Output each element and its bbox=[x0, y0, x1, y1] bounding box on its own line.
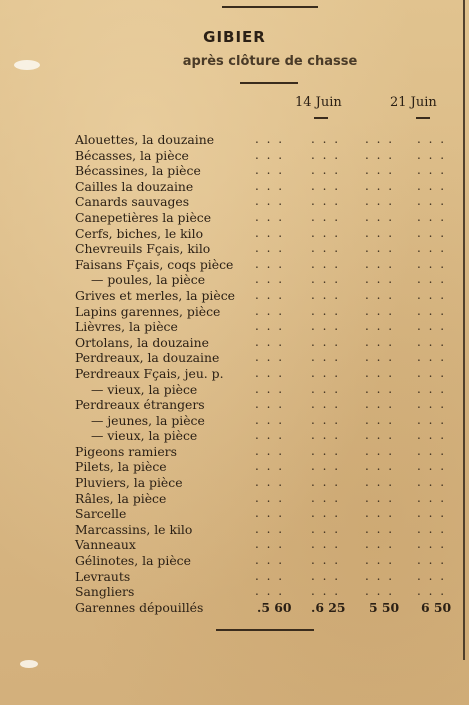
price-list bbox=[75, 132, 460, 615]
item-label: Canards sauvages bbox=[75, 194, 190, 210]
list-item bbox=[75, 506, 460, 522]
dot-leader: . . . bbox=[365, 303, 395, 318]
list-item bbox=[75, 194, 460, 210]
dot-leader: . . . bbox=[365, 553, 395, 568]
dot-leader: . . . bbox=[255, 256, 285, 271]
dot-leader: . . . bbox=[365, 334, 395, 349]
dot-leader: . . . bbox=[255, 272, 285, 287]
dot-leader: . . . bbox=[255, 397, 285, 412]
dot-leader: . . . bbox=[417, 209, 447, 224]
list-item bbox=[75, 600, 460, 616]
dot-leader: . . . bbox=[365, 256, 395, 271]
dot-leader: . . . bbox=[311, 163, 341, 178]
list-item bbox=[75, 319, 460, 335]
dot-leader: . . . bbox=[255, 225, 285, 240]
list-item bbox=[75, 350, 460, 366]
dot-leader: . . . bbox=[311, 459, 341, 474]
dot-leader: . . . bbox=[311, 584, 341, 599]
dot-leader: . . . bbox=[311, 147, 341, 162]
paper-stain bbox=[20, 660, 38, 668]
dot-leader: . . . bbox=[417, 272, 447, 287]
item-label: Perdreaux étrangers bbox=[75, 397, 205, 413]
dot-leader: . . . bbox=[417, 303, 447, 318]
item-label: Perdreaux, la douzaine bbox=[75, 350, 220, 366]
dot-leader: . . . bbox=[255, 428, 285, 443]
item-label: Pilets, la pièce bbox=[75, 459, 167, 475]
list-item bbox=[75, 537, 460, 553]
item-label: Sarcelle bbox=[75, 506, 127, 522]
list-item bbox=[75, 288, 460, 304]
item-label: Lapins garennes, pièce bbox=[75, 303, 221, 319]
dot-leader: . . . bbox=[417, 459, 447, 474]
item-label: Levrauts bbox=[75, 568, 131, 584]
item-label: Lièvres, la pièce bbox=[75, 319, 178, 335]
dot-leader: . . . bbox=[255, 568, 285, 583]
dot-leader: . . . bbox=[417, 163, 447, 178]
dot-leader: . . . bbox=[311, 381, 341, 396]
dot-leader: . . . bbox=[311, 475, 341, 490]
dot-leader: . . . bbox=[365, 194, 395, 209]
dot-leader: . . . bbox=[311, 256, 341, 271]
page-edge-line bbox=[463, 0, 465, 660]
dot-leader: . . . bbox=[417, 537, 447, 552]
list-item bbox=[75, 226, 460, 242]
dot-leader: . . . bbox=[365, 225, 395, 240]
dot-leader: . . . bbox=[365, 287, 395, 302]
dot-leader: . . . bbox=[417, 584, 447, 599]
item-label: — vieux, la pièce bbox=[91, 381, 198, 397]
dot-leader: . . . bbox=[311, 350, 341, 365]
dot-leader: . . . bbox=[365, 350, 395, 365]
dot-leader: . . . bbox=[365, 584, 395, 599]
item-label: Canepetières la pièce bbox=[75, 209, 212, 225]
dot-leader: . . . bbox=[311, 287, 341, 302]
item-label: Gélinotes, la pièce bbox=[75, 553, 191, 569]
item-label: Cailles la douzaine bbox=[75, 178, 194, 194]
document-subtitle: après clôture de chasse bbox=[182, 54, 358, 69]
list-item bbox=[75, 257, 460, 273]
dot-leader: . . . bbox=[365, 163, 395, 178]
dot-leader: . . . bbox=[255, 319, 285, 334]
dot-leader: . . . bbox=[417, 147, 447, 162]
dot-leader: . . . bbox=[255, 209, 285, 224]
dot-leader: . . . bbox=[311, 194, 341, 209]
dot-leader: . . . bbox=[417, 428, 447, 443]
list-item bbox=[75, 382, 460, 398]
dot-leader: . . . bbox=[255, 553, 285, 568]
dot-leader: . . . bbox=[365, 147, 395, 162]
item-label: Pigeons ramiers bbox=[75, 443, 177, 459]
item-label: Grives et merles, la pièce bbox=[75, 287, 235, 303]
dot-leader: . . . bbox=[417, 397, 447, 412]
document-title: GIBIER bbox=[203, 28, 266, 46]
list-item bbox=[75, 569, 460, 585]
dot-leader: . . . bbox=[311, 490, 341, 505]
dot-leader: . . . bbox=[365, 443, 395, 458]
dot-leader: . . . bbox=[255, 194, 285, 209]
dot-leader: . . . bbox=[365, 381, 395, 396]
item-label: Bécassines, la pièce bbox=[75, 163, 201, 179]
item-price: 5 50 bbox=[369, 599, 400, 615]
dot-leader: . . . bbox=[311, 412, 341, 427]
list-item bbox=[75, 428, 460, 444]
dot-leader: . . . bbox=[311, 568, 341, 583]
dot-leader: . . . bbox=[255, 163, 285, 178]
dot-leader: . . . bbox=[417, 521, 447, 536]
list-item bbox=[75, 491, 460, 507]
dot-leader: . . . bbox=[417, 412, 447, 427]
dot-leader: . . . bbox=[311, 521, 341, 536]
dot-leader: . . . bbox=[417, 553, 447, 568]
item-label: Cerfs, biches, le kilo bbox=[75, 225, 204, 241]
dot-leader: . . . bbox=[417, 506, 447, 521]
list-item bbox=[75, 366, 460, 382]
dot-leader: . . . bbox=[311, 506, 341, 521]
item-price: .5 60 bbox=[257, 599, 292, 615]
dot-leader: . . . bbox=[255, 303, 285, 318]
list-item bbox=[75, 397, 460, 413]
dot-leader: . . . bbox=[255, 459, 285, 474]
dot-leader: . . . bbox=[311, 553, 341, 568]
date-dash-2 bbox=[416, 117, 430, 119]
item-label: Garennes dépouillés bbox=[75, 599, 204, 615]
dot-leader: . . . bbox=[365, 178, 395, 193]
dot-leader: . . . bbox=[255, 350, 285, 365]
dot-leader: . . . bbox=[255, 506, 285, 521]
dot-leader: . . . bbox=[255, 178, 285, 193]
dot-leader: . . . bbox=[365, 428, 395, 443]
dot-leader: . . . bbox=[311, 132, 341, 146]
dot-leader: . . . bbox=[255, 365, 285, 380]
item-label: — vieux, la pièce bbox=[91, 428, 198, 444]
dot-leader: . . . bbox=[255, 521, 285, 536]
dot-leader: . . . bbox=[255, 132, 285, 146]
item-label: Vanneaux bbox=[75, 537, 136, 553]
list-item bbox=[75, 163, 460, 179]
item-price: 6 50 bbox=[421, 599, 452, 615]
dot-leader: . . . bbox=[255, 490, 285, 505]
dot-leader: . . . bbox=[365, 412, 395, 427]
item-label: Chevreuils Fçais, kilo bbox=[75, 241, 211, 257]
list-item bbox=[75, 304, 460, 320]
item-label: Bécasses, la pièce bbox=[75, 147, 189, 163]
list-item bbox=[75, 459, 460, 475]
item-label: Faisans Fçais, coqs pièce bbox=[75, 256, 234, 272]
item-label: Sangliers bbox=[75, 584, 135, 600]
dot-leader: . . . bbox=[311, 303, 341, 318]
dot-leader: . . . bbox=[255, 287, 285, 302]
title-underline bbox=[240, 82, 298, 84]
dot-leader: . . . bbox=[311, 443, 341, 458]
dot-leader: . . . bbox=[255, 412, 285, 427]
dot-leader: . . . bbox=[417, 256, 447, 271]
list-item bbox=[75, 272, 460, 288]
dot-leader: . . . bbox=[255, 443, 285, 458]
dot-leader: . . . bbox=[311, 209, 341, 224]
dot-leader: . . . bbox=[417, 365, 447, 380]
dot-leader: . . . bbox=[417, 350, 447, 365]
dot-leader: . . . bbox=[365, 459, 395, 474]
dot-leader: . . . bbox=[417, 287, 447, 302]
dot-leader: . . . bbox=[311, 178, 341, 193]
item-label: — jeunes, la pièce bbox=[91, 412, 205, 428]
list-item bbox=[75, 335, 460, 351]
list-item bbox=[75, 413, 460, 429]
date-dash-1 bbox=[314, 117, 328, 119]
dot-leader: . . . bbox=[417, 381, 447, 396]
dot-leader: . . . bbox=[311, 272, 341, 287]
dot-leader: . . . bbox=[417, 241, 447, 256]
top-rule bbox=[222, 6, 318, 8]
dot-leader: . . . bbox=[365, 568, 395, 583]
dot-leader: . . . bbox=[311, 537, 341, 552]
dot-leader: . . . bbox=[255, 334, 285, 349]
list-item bbox=[75, 444, 460, 460]
dot-leader: . . . bbox=[311, 428, 341, 443]
dot-leader: . . . bbox=[255, 584, 285, 599]
list-item bbox=[75, 241, 460, 257]
dot-leader: . . . bbox=[417, 443, 447, 458]
dot-leader: . . . bbox=[311, 365, 341, 380]
dot-leader: . . . bbox=[417, 490, 447, 505]
item-label: Râles, la pièce bbox=[75, 490, 167, 506]
dot-leader: . . . bbox=[365, 132, 395, 146]
list-item bbox=[75, 210, 460, 226]
dot-leader: . . . bbox=[365, 397, 395, 412]
dot-leader: . . . bbox=[417, 178, 447, 193]
item-label: Pluviers, la pièce bbox=[75, 475, 183, 491]
dot-leader: . . . bbox=[255, 381, 285, 396]
dot-leader: . . . bbox=[417, 225, 447, 240]
dot-leader: . . . bbox=[365, 272, 395, 287]
dot-leader: . . . bbox=[255, 241, 285, 256]
dot-leader: . . . bbox=[311, 241, 341, 256]
dot-leader: . . . bbox=[255, 147, 285, 162]
item-price: .6 25 bbox=[311, 599, 346, 615]
list-item bbox=[75, 553, 460, 569]
dot-leader: . . . bbox=[365, 537, 395, 552]
list-item bbox=[75, 584, 460, 600]
item-label: Ortolans, la douzaine bbox=[75, 334, 209, 350]
dot-leader: . . . bbox=[417, 132, 447, 146]
dot-leader: . . . bbox=[365, 490, 395, 505]
dot-leader: . . . bbox=[365, 319, 395, 334]
list-item bbox=[75, 132, 460, 148]
dot-leader: . . . bbox=[311, 225, 341, 240]
dot-leader: . . . bbox=[417, 319, 447, 334]
date-column-2: 21 Juin bbox=[390, 95, 437, 110]
dot-leader: . . . bbox=[365, 365, 395, 380]
dot-leader: . . . bbox=[417, 334, 447, 349]
dot-leader: . . . bbox=[365, 521, 395, 536]
item-label: — poules, la pièce bbox=[91, 272, 206, 288]
dot-leader: . . . bbox=[311, 397, 341, 412]
item-label: Perdreaux Fçais, jeu. p. bbox=[75, 365, 224, 381]
list-item bbox=[75, 475, 460, 491]
dot-leader: . . . bbox=[365, 506, 395, 521]
dot-leader: . . . bbox=[255, 475, 285, 490]
list-item bbox=[75, 522, 460, 538]
bottom-rule bbox=[216, 629, 314, 631]
dot-leader: . . . bbox=[365, 241, 395, 256]
dot-leader: . . . bbox=[255, 537, 285, 552]
item-label: Marcassins, le kilo bbox=[75, 521, 193, 537]
date-column-1: 14 Juin bbox=[295, 95, 342, 110]
list-item bbox=[75, 179, 460, 195]
dot-leader: . . . bbox=[417, 475, 447, 490]
item-label: Alouettes, la douzaine bbox=[75, 132, 215, 147]
dot-leader: . . . bbox=[417, 194, 447, 209]
dot-leader: . . . bbox=[311, 319, 341, 334]
list-item bbox=[75, 148, 460, 164]
dot-leader: . . . bbox=[311, 334, 341, 349]
dot-leader: . . . bbox=[365, 475, 395, 490]
dot-leader: . . . bbox=[417, 568, 447, 583]
dot-leader: . . . bbox=[365, 209, 395, 224]
